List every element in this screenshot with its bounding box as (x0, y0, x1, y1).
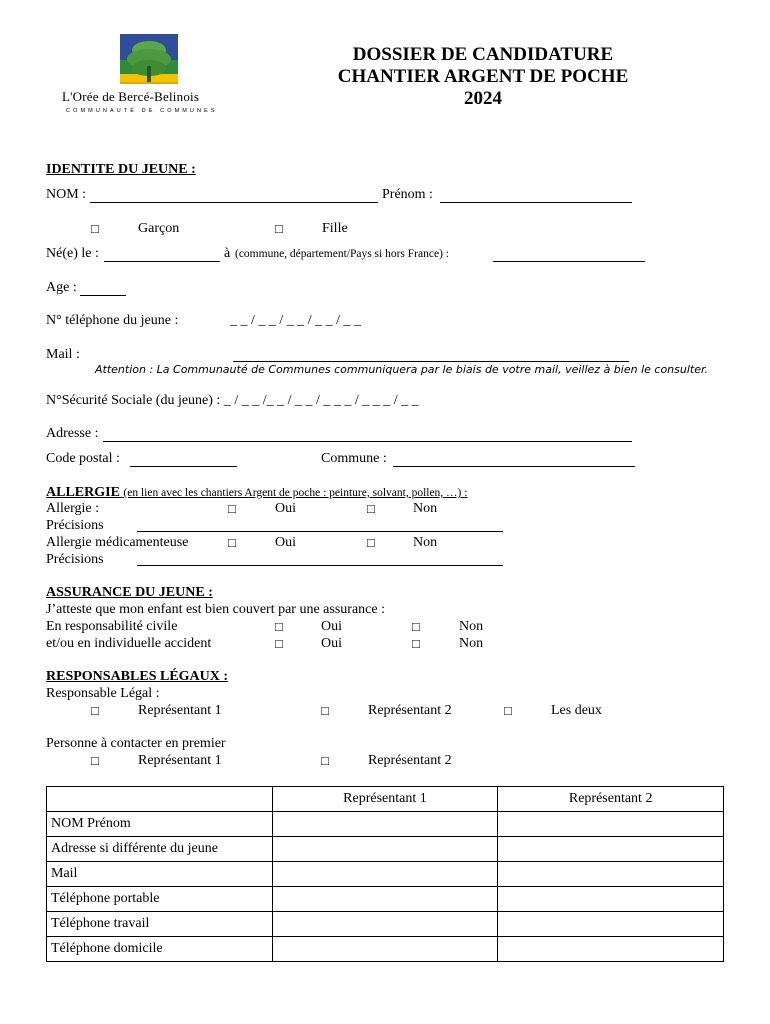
allergie-med-precisions-label: Précisions (46, 552, 104, 567)
code-postal-field[interactable] (130, 466, 237, 467)
cell-rep1-mail[interactable] (272, 862, 498, 887)
contact-rep2-checkbox[interactable]: □ (321, 753, 329, 768)
mail-field[interactable] (233, 361, 629, 362)
cell-rep1-tel-portable[interactable] (272, 887, 498, 912)
prenom-label: Prénom : (382, 187, 433, 202)
cell-rep2-tel-travail[interactable] (498, 912, 724, 937)
civile-oui-checkbox[interactable]: □ (275, 619, 283, 634)
allergie-precisions-label: Précisions (46, 518, 104, 533)
telephone-field[interactable]: _ _ / _ _ / _ _ / _ _ / _ _ (230, 313, 362, 328)
title-line-2: CHANTIER ARGENT DE POCHE (337, 65, 629, 87)
legal-rep2-checkbox[interactable]: □ (321, 703, 329, 718)
civile-oui-label: Oui (321, 619, 342, 634)
title-line-3: 2024 (464, 87, 502, 109)
legal-deux-label: Les deux (551, 703, 602, 718)
garcon-checkbox[interactable]: □ (91, 221, 99, 236)
fille-checkbox[interactable]: □ (275, 221, 283, 236)
document-title (313, 44, 653, 110)
nom-field[interactable] (90, 202, 378, 203)
section-heading-identite: IDENTITE DU JEUNE : (46, 162, 196, 177)
allergie-heading-text: ALLERGIE (46, 485, 120, 500)
age-field[interactable] (80, 295, 126, 296)
table-header-rep1: Représentant 1 (272, 787, 498, 812)
section-heading-responsables: RESPONSABLES LÉGAUX : (46, 669, 229, 684)
nom-label: NOM : (46, 187, 87, 202)
birth-place-field[interactable] (493, 261, 645, 262)
birth-place-label: à (224, 246, 231, 261)
cell-rep1-adresse[interactable] (272, 837, 498, 862)
telephone-label: N° téléphone du jeune : (46, 313, 179, 328)
row-label-tel-travail: Téléphone travail (47, 912, 273, 937)
legal-rep1-label: Représentant 1 (138, 703, 222, 718)
accident-non-checkbox[interactable]: □ (412, 636, 420, 651)
civile-non-checkbox[interactable]: □ (412, 619, 420, 634)
legal-rep2-label: Représentant 2 (368, 703, 452, 718)
row-label-adresse: Adresse si différente du jeune (47, 837, 273, 862)
cell-rep1-tel-travail[interactable] (272, 912, 498, 937)
allergie-med-precisions-field[interactable] (137, 565, 503, 566)
title-line-1: DOSSIER DE CANDIDATURE (352, 44, 614, 65)
table-row (47, 887, 724, 912)
legal-rep1-checkbox[interactable]: □ (91, 703, 99, 718)
cell-rep2-adresse[interactable] (498, 837, 724, 862)
mail-attention-note: Attention : La Communauté de Communes communiquera par le biais de votre mail, veillez à bien le consulter. (95, 363, 709, 376)
cell-rep2-nom-prenom[interactable] (498, 812, 724, 837)
adresse-field[interactable] (103, 441, 632, 442)
allergie-heading-note: (en lien avec les chantiers Argent de poche : peinture, solvant, pollen, …) : (123, 487, 468, 499)
cell-rep2-mail[interactable] (498, 862, 724, 887)
code-postal-label: Code postal : (46, 451, 120, 466)
assurance-civile-label: En responsabilité civile (46, 619, 178, 634)
cell-rep1-tel-domicile[interactable] (272, 937, 498, 962)
allergie-med-oui-checkbox[interactable]: □ (228, 535, 236, 550)
row-label-mail: Mail (47, 862, 273, 887)
cell-rep2-tel-domicile[interactable] (498, 937, 724, 962)
allergie-precisions-field[interactable] (137, 531, 503, 532)
cell-rep2-tel-portable[interactable] (498, 887, 724, 912)
allergie-non-checkbox[interactable]: □ (367, 501, 375, 516)
contact-rep1-label: Représentant 1 (138, 753, 222, 768)
prenom-field[interactable] (440, 202, 632, 203)
section-heading-allergie (46, 485, 467, 501)
accident-non-label: Non (459, 636, 484, 651)
allergie-non-label: Non (413, 501, 438, 516)
allergie-label: Allergie : (46, 501, 100, 516)
row-label-tel-portable: Téléphone portable (47, 887, 273, 912)
table-header-rep2: Représentant 2 (498, 787, 724, 812)
section-heading-assurance: ASSURANCE DU JEUNE : (46, 585, 213, 600)
mail-label: Mail : (46, 347, 80, 362)
birth-date-field[interactable] (104, 261, 220, 262)
table-header-row (47, 787, 724, 812)
allergie-med-label: Allergie médicamenteuse (46, 535, 189, 550)
birth-place-note: (commune, département/Pays si hors France) : (235, 248, 449, 260)
civile-non-label: Non (459, 619, 484, 634)
allergie-med-oui-label: Oui (275, 535, 296, 550)
secu-label[interactable]: N°Sécurité Sociale (du jeune) : _ / _ _ /_ _ / _ _ / _ _ _ / _ _ _ / _ _ (46, 393, 419, 408)
assurance-accident-label: et/ou en individuelle accident (46, 636, 212, 651)
adresse-label: Adresse : (46, 426, 99, 441)
allergie-oui-label: Oui (275, 501, 296, 516)
contact-rep1-checkbox[interactable]: □ (91, 753, 99, 768)
row-label-nom-prenom: NOM Prénom (47, 812, 273, 837)
assurance-statement: J’atteste que mon enfant est bien couvert par une assurance : (46, 602, 385, 617)
responsable-legal-label: Responsable Légal : (46, 686, 160, 701)
representatives-table (46, 786, 724, 962)
table-row (47, 912, 724, 937)
allergie-oui-checkbox[interactable]: □ (228, 501, 236, 516)
table-row (47, 862, 724, 887)
accident-oui-label: Oui (321, 636, 342, 651)
ne-le-label: Né(e) le : (46, 246, 99, 261)
tree-logo-icon (58, 30, 240, 92)
age-label: Age : (46, 280, 77, 295)
logo (58, 30, 240, 116)
contact-first-label: Personne à contacter en premier (46, 736, 226, 751)
garcon-label: Garçon (138, 221, 180, 236)
table-header-empty (47, 787, 273, 812)
accident-oui-checkbox[interactable]: □ (275, 636, 283, 651)
fille-label: Fille (322, 221, 348, 236)
logo-subtitle: COMMUNAUTÉ DE COMMUNES (66, 108, 218, 114)
row-label-tel-domicile: Téléphone domicile (47, 937, 273, 962)
table-row (47, 937, 724, 962)
table-row (47, 837, 724, 862)
legal-deux-checkbox[interactable]: □ (504, 703, 512, 718)
logo-name: L'Orée de Bercé-Belinois (62, 89, 200, 104)
cell-rep1-nom-prenom[interactable] (272, 812, 498, 837)
commune-label: Commune : (321, 451, 387, 466)
allergie-med-non-checkbox[interactable]: □ (367, 535, 375, 550)
allergie-med-non-label: Non (413, 535, 438, 550)
commune-field[interactable] (393, 466, 635, 467)
table-row (47, 812, 724, 837)
contact-rep2-label: Représentant 2 (368, 753, 452, 768)
